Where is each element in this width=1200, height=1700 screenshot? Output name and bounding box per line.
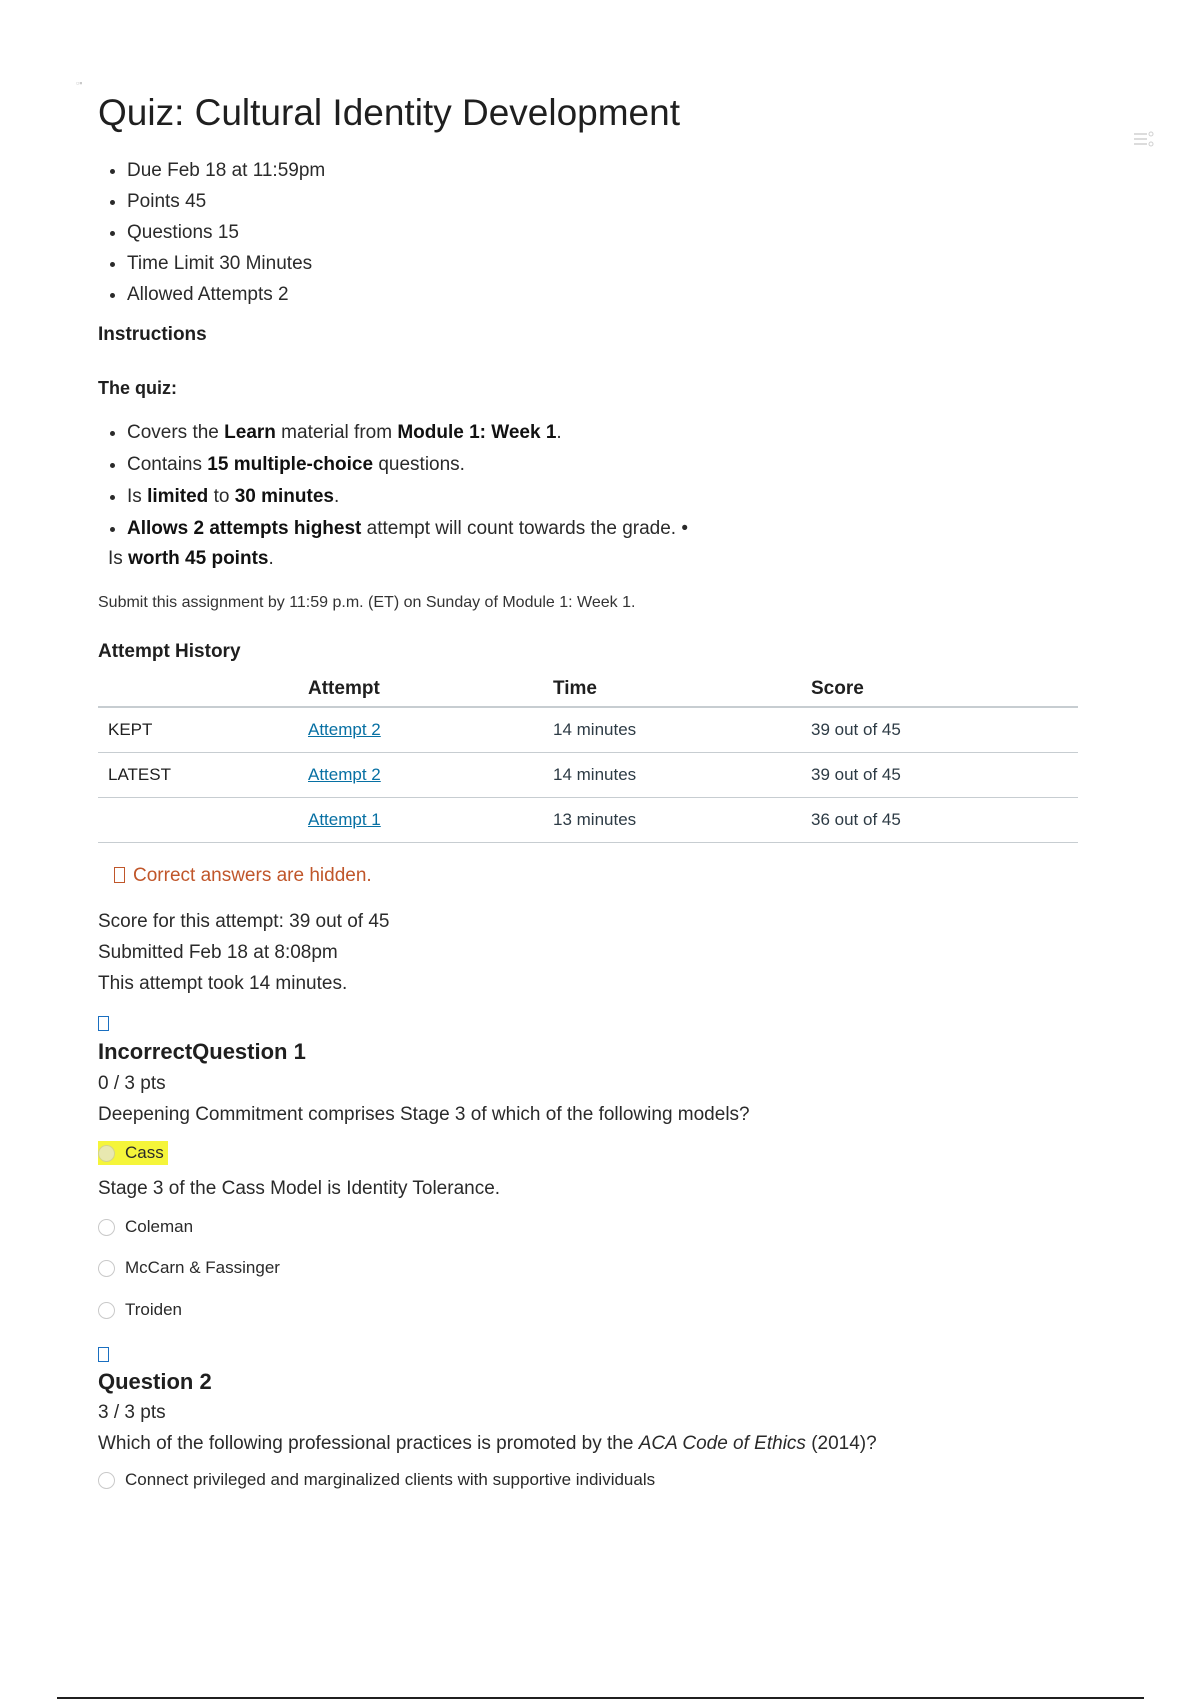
submit-deadline-note: Submit this assignment by 11:59 p.m. (ET) on Sunday of Module 1: Week 1. (98, 594, 636, 611)
attempt-score: 39 out of 45 (811, 707, 1078, 753)
info-icon (114, 867, 125, 883)
detail-allowed-attempts: • Allowed Attempts 2 (127, 282, 325, 313)
quiz-subheading: The quiz: (98, 378, 177, 398)
answer-option[interactable]: Troiden (98, 1300, 182, 1320)
table-header-row (98, 672, 1078, 707)
corner-mark-icon: ▫▪ (76, 78, 83, 88)
detail-questions: • Questions 15 (127, 220, 325, 251)
instruction-item: • Covers the Learn material from Module 1: Week 1. (127, 420, 1027, 452)
table-row (98, 798, 1078, 843)
radio-button[interactable] (98, 1219, 115, 1236)
question-text: Which of the following professional practices is promoted by the ACA Code of Ethics (2014)? (98, 1433, 877, 1454)
flag-question-icon[interactable] (98, 1016, 109, 1031)
detail-points: • Points 45 (127, 189, 325, 220)
attempt-score-text: Score for this attempt: 39 out of 45 (98, 911, 390, 932)
instruction-item: • Is limited to 30 minutes. (127, 484, 1027, 516)
question-title: Question 2 (98, 1369, 212, 1394)
column-header: Time (553, 672, 811, 707)
detail-time-limit: • Time Limit 30 Minutes (127, 251, 325, 282)
attempt-link[interactable]: Attempt 1 (308, 810, 381, 829)
attempt-label (98, 798, 308, 843)
instruction-worth: Is worth 45 points. (108, 548, 274, 569)
answer-option[interactable]: Connect privileged and marginalized clients with supportive individuals (98, 1470, 655, 1490)
instructions-heading: Instructions (98, 324, 207, 345)
radio-button[interactable] (98, 1472, 115, 1489)
column-header: Attempt (308, 672, 553, 707)
attempt-time: 13 minutes (553, 798, 811, 843)
quiz-details-list (98, 158, 325, 313)
attempt-history-heading: Attempt History (98, 641, 241, 662)
detail-due: • Due Feb 18 at 11:59pm (127, 158, 325, 189)
table-row (98, 753, 1078, 798)
radio-button[interactable] (98, 1260, 115, 1277)
answer-comment: Stage 3 of the Cass Model is Identity Tolerance. (98, 1178, 501, 1199)
attempt-duration-text: This attempt took 14 minutes. (98, 973, 348, 994)
flag-question-icon[interactable] (98, 1347, 109, 1362)
instruction-item: • Allows 2 attempts highest attempt will count towards the grade. • (127, 516, 1027, 548)
radio-button[interactable] (98, 1145, 115, 1162)
attempt-label: LATEST (98, 753, 308, 798)
page-title: Quiz: Cultural Identity Development (98, 92, 680, 133)
attempt-score: 36 out of 45 (811, 798, 1078, 843)
question-points: 0 / 3 pts (98, 1073, 166, 1094)
answer-option[interactable]: McCarn & Fassinger (98, 1258, 280, 1278)
instruction-item: • Contains 15 multiple-choice questions. (127, 452, 1027, 484)
column-header (98, 672, 308, 707)
page-divider (57, 1697, 1144, 1699)
answer-option-selected[interactable]: Cass (98, 1141, 168, 1165)
question-points: 3 / 3 pts (98, 1402, 166, 1423)
attempt-time: 14 minutes (553, 753, 811, 798)
attempt-score: 39 out of 45 (811, 753, 1078, 798)
radio-button[interactable] (98, 1302, 115, 1319)
table-row (98, 707, 1078, 753)
question-text: Deepening Commitment comprises Stage 3 of which of the following models? (98, 1104, 750, 1125)
options-icon (1133, 130, 1155, 148)
attempt-summary (98, 909, 390, 1002)
attempt-label: KEPT (98, 707, 308, 753)
question-title: IncorrectQuestion 1 (98, 1039, 306, 1064)
column-header: Score (811, 672, 1078, 707)
answers-hidden-notice: Correct answers are hidden. (114, 865, 372, 887)
instructions-list (98, 420, 1027, 548)
attempt-time: 14 minutes (553, 707, 811, 753)
attempt-history-table (98, 672, 1078, 843)
attempt-link[interactable]: Attempt 2 (308, 720, 381, 739)
answer-option[interactable]: Coleman (98, 1217, 193, 1237)
attempt-link[interactable]: Attempt 2 (308, 765, 381, 784)
attempt-submitted-text: Submitted Feb 18 at 8:08pm (98, 942, 338, 963)
